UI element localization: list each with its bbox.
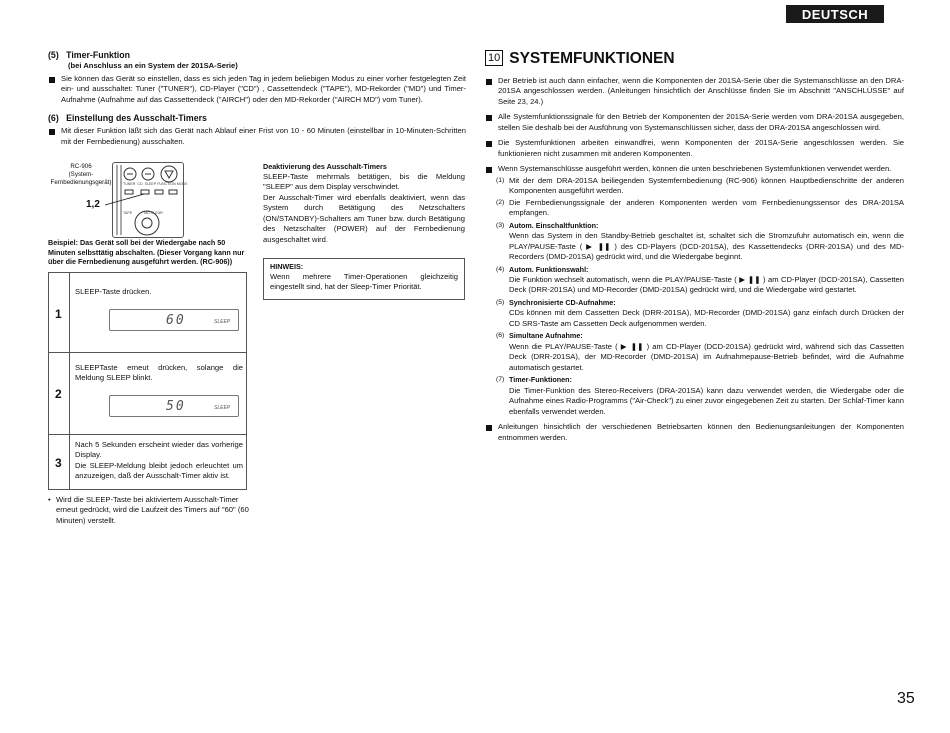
list-item-text: Wenn das System in den Standby-Betrieb geschaltet ist, schaltet sich die Stromzufuhr automatisch ein, wenn die PLAY/PAUSE-Taste ( ▶ ❚❚ ) des CD-Players (DCD-201SA), des Kassettendecks (DRR-201SA) und des MD-Recorders (DMD-201SA) gedrückt wird, und die Wiedergabe beginnt. xyxy=(509,231,904,262)
step-row xyxy=(49,435,246,489)
bullet-paragraph: Der Betrieb ist auch dann einfacher, wenn die Komponenten der 201SA-Serie über die Systemanschlüsse an den DRA-201SA angeschlossen werden. (Anleitungen hinsichtlich der Anschlüsse finden Sie im Abschnitt "ANSCHLÜSSE" auf Seite 23, 24.) xyxy=(485,76,904,107)
list-item: (6) Simultane Aufnahme: xyxy=(496,331,583,341)
display-sleep-indicator: SLEEP xyxy=(214,319,231,325)
step-text: Nach 5 Sekunden erscheint wieder das vorherige Display. Die SLEEP-Meldung bleibt jedoch erleuchtet um anzuzeigen, daß der Ausschalt-Timer aktiv ist. xyxy=(75,440,243,481)
remote-keys-row-2: TAPE MD CLEAR xyxy=(123,211,163,215)
deactivation-section xyxy=(263,162,465,245)
section-title: 10 SYSTEMFUNKTIONEN xyxy=(485,48,675,69)
section-number-badge: 10 xyxy=(485,50,503,66)
bullet-paragraph: Alle Systemfunktionssignale für den Betrieb der Komponenten der 201SA-Serie werden vom DRA-201SA ausgegeben, stellen Sie deshalb bei der Ausführung von Systemanschlüssen sicher, dass der DRA-201SA angeschlossen wird. xyxy=(485,112,904,133)
bullet-paragraph: Die Systemfunktionen arbeiten einwandfrei, wenn Komponenten der 201SA-Serie angeschlossen werden. Sie funktionieren nicht zusammen mit anderen Komponenten. xyxy=(485,138,904,159)
remote-keys-row: TUNER CD SLEEP FUNCTION MODE xyxy=(123,182,188,186)
system-functions-body xyxy=(485,76,904,443)
step-row xyxy=(49,353,246,435)
display-digits: 50 xyxy=(166,399,186,414)
list-item: (2) Die Fernbedienungssignale der anderen Komponenten werden vom Fernbedienungssensor des DRA-201SA empfangen. xyxy=(496,197,904,218)
step-number: 2 xyxy=(55,387,62,401)
bullet-paragraph: Anleitungen hinsichtlich der verschiedenen Betriebsarten können den Bedienungsanleitungen der Komponenten entnommen werden. xyxy=(485,422,904,443)
sleep-note: • Wird die SLEEP-Taste bei aktiviertem Ausschalt-Timer erneut gedrückt, wird die Laufzeit des Timers auf "60" (60 Minuten) verstellt. xyxy=(48,495,249,525)
example-text: Beispiel: Das Gerät soll bei der Wiedergabe nach 50 Minuten selbsttätig abschalten. (Dieser Vorgang kann nur über die Fernbedienung ausgeführt werden. (RC-906)) xyxy=(48,238,245,267)
deactivation-text: SLEEP-Taste mehrmals betätigen, bis die Meldung "SLEEP" aus dem Display verschwindet. Der Ausschalt-Timer wird ebenfalls deaktiviert, wenn das System durch Betätigung des Netzschalters (ON/STANDBY)-Schalters am Tuner bzw. durch Betätigung des Netzschalter (POWER) auf der Fernbedienung ausgeschaltet wird. xyxy=(263,171,465,244)
list-item: (3) Autom. Einschaltfunktion: xyxy=(496,220,599,230)
deactivation-heading: Deaktivierung des Ausschalt-Timers xyxy=(263,162,387,171)
list-item: (4) Autom. Funktionswahl: xyxy=(496,264,589,274)
bullet-paragraph: Wenn Systemanschlüsse ausgeführt werden, können die unten beschriebenen Systemfunktionen verwendet werden. xyxy=(485,164,904,174)
step-callout: 1,2 xyxy=(86,199,100,210)
steps-table xyxy=(48,272,247,490)
hinweis-heading: HINWEIS: xyxy=(270,262,304,271)
list-item-text: CDs können mit dem Cassetten Deck (DRR-201SA), MD-Recorder (DMD-201SA) ganz einfach durch Drücken der CD SRS-Taste am Cassetten Deck aufgenommen werden. xyxy=(509,308,904,328)
hinweis-box xyxy=(263,258,465,300)
step-text: SLEEP-Taste drücken. xyxy=(75,287,152,296)
display-sleep-indicator: SLEEP xyxy=(214,405,231,411)
step-text: SLEEPTaste erneut drücken, solange die Meldung SLEEP blinkt. xyxy=(75,363,243,383)
section-5-text: Sie können das Gerät so einstellen, dass es sich jeden Tag in jedem beliebigen Modus zu einer vorher festgelegten Zeit ein- und ausschaltet: Tuner ("TUNER"), CD-Player ("CD") , Cassettendeck ("TAPE"), MD-Rekorder ("MD") und Timer-Aufnahme (Aufnahme auf das Cassettendeck ("AIRCH") oder den MD-Rekorder ("AIRCH MD") vom Tuner). xyxy=(48,74,466,105)
step-row xyxy=(49,273,246,353)
list-item-text: Wenn die PLAY/PAUSE-Taste ( ▶ ❚❚ ) am CD-Player (DCD-201SA) gedrückt wird, während sich das Cassetten Deck (DRR-201SA), der MD-Recorder (DMD-201SA) im Aufnahmepause-Betrieb befindet, wird die Aufnahme automatisch gestartet. xyxy=(509,341,904,372)
step-number: 3 xyxy=(55,456,62,470)
list-item-text: Die Funktion wechselt automatisch, wenn die PLAY/PAUSE-Taste ( ▶ ❚❚ ) am CD-Player (DCD-201SA), Cassetten Deck (DRR-201SA) und MD-Recorder (DMD-201SA) gedrückt wird, und die Wiedergabe wird gestartet. xyxy=(509,274,904,295)
section-timer-function xyxy=(48,49,466,105)
note-bullet-icon: • xyxy=(48,495,51,504)
display-digits: 60 xyxy=(166,313,186,328)
section-5-heading: (5) Timer-Funktion xyxy=(48,50,130,60)
display-illustration xyxy=(109,309,239,331)
list-item: (1) Mit der dem DRA-201SA beiliegenden Systemfernbedienung (RC-906) können Hauptbedienschritte der anderen Komponenten ausgeführt werden. xyxy=(496,175,904,196)
page-number: 35 xyxy=(897,690,915,707)
section-5-subtitle: (bei Anschluss an ein System der 201SA-Serie) xyxy=(68,61,238,71)
section-6-text: Mit dieser Funktion läßt sich das Gerät nach Ablauf einer Frist von 10 - 60 Minuten (einstellbar in 10-Minuten-Schritten mit der Fernbedienung) ausschalten. xyxy=(48,126,466,147)
list-item-text: Die Timer-Funktion des Stereo-Receivers (DRA-201SA) kann dazu verwendet werden, die Wiedergabe oder die Aufnahme eines Radio-Programms ("Air-Check") zu einer zuvor eingegebenen Zeit zu starten. Der Schlaf-Timer kann ebenfalls verwendet werden. xyxy=(509,385,904,416)
callout-leader-line xyxy=(100,190,150,210)
list-item: (7) Timer-Funktionen: xyxy=(496,375,572,385)
display-illustration xyxy=(109,395,239,417)
list-item: (5) Synchronisierte CD-Aufnahme: xyxy=(496,297,616,307)
step-number: 1 xyxy=(55,307,62,321)
section-sleep-timer xyxy=(48,112,466,147)
section-6-heading: (6) Einstellung des Ausschalt-Timers xyxy=(48,113,207,123)
language-tab: DEUTSCH xyxy=(786,5,884,23)
hinweis-text: Wenn mehrere Timer-Operationen gleichzeitig eingestellt sind, hat der Sleep-Timer Priorität. xyxy=(270,271,458,292)
remote-label: RC-906 (System- Fernbedienungsgerät) xyxy=(50,163,112,187)
